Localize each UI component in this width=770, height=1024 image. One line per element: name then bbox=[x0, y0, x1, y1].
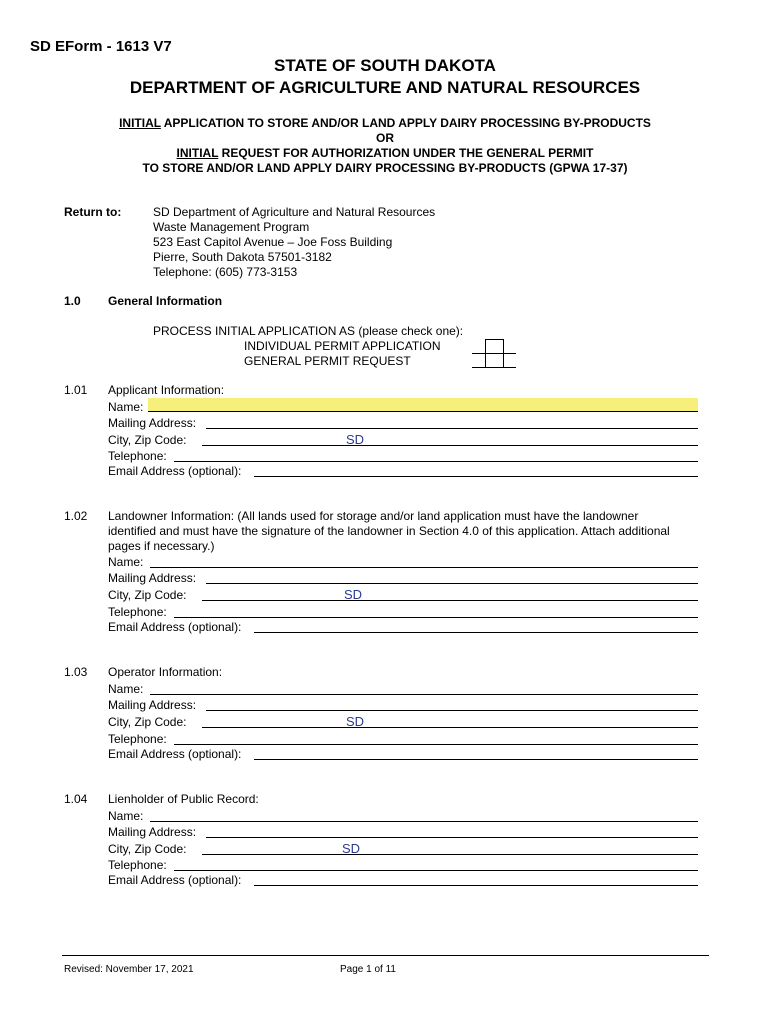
option-general-permit-label: GENERAL PERMIT REQUEST bbox=[244, 354, 411, 368]
subtitle-rest-3: REQUEST FOR AUTHORIZATION UNDER THE GENERAL PERMIT bbox=[218, 146, 594, 160]
title-department: DEPARTMENT OF AGRICULTURE AND NATURAL RESOURCES bbox=[129, 78, 641, 97]
section-title-landowner-1: Landowner Information: (All lands used for storage and/or land application must have the landowner bbox=[108, 509, 639, 523]
applicant-email-label: Email Address (optional): bbox=[108, 464, 242, 478]
lienholder-telephone-field[interactable] bbox=[174, 857, 698, 871]
operator-mailing-field[interactable] bbox=[206, 697, 698, 711]
lienholder-email-label: Email Address (optional): bbox=[108, 873, 242, 887]
applicant-city-zip-field[interactable] bbox=[202, 432, 698, 446]
process-label: PROCESS INITIAL APPLICATION AS (please check one): bbox=[153, 324, 464, 338]
lienholder-email-field[interactable] bbox=[254, 872, 698, 886]
landowner-mailing-label: Mailing Address: bbox=[108, 571, 197, 585]
subtitle-initial-1: INITIAL bbox=[119, 116, 161, 130]
section-title-general: General Information bbox=[108, 294, 223, 308]
applicant-name-field[interactable] bbox=[148, 398, 698, 412]
return-address-line-5: Telephone: (605) 773-3153 bbox=[153, 265, 298, 279]
operator-telephone-label: Telephone: bbox=[108, 732, 167, 746]
title-state: STATE OF SOUTH DAKOTA bbox=[274, 56, 496, 75]
subtitle-rest-1: APPLICATION TO STORE AND/OR LAND APPLY DAIRY PROCESSING BY-PRODUCTS bbox=[160, 116, 651, 130]
operator-mailing-label: Mailing Address: bbox=[108, 698, 197, 712]
return-address-line-3: 523 East Capitol Avenue – Joe Foss Building bbox=[153, 235, 393, 249]
landowner-email-label: Email Address (optional): bbox=[108, 620, 242, 634]
operator-city-zip-field[interactable] bbox=[202, 714, 698, 728]
landowner-mailing-field[interactable] bbox=[206, 570, 698, 584]
operator-name-label: Name: bbox=[108, 682, 144, 696]
section-title-applicant: Applicant Information: bbox=[108, 383, 225, 397]
lienholder-state-prefill: SD bbox=[342, 841, 361, 856]
footer-divider bbox=[62, 955, 709, 956]
applicant-telephone-field[interactable] bbox=[174, 448, 698, 462]
applicant-name-label: Name: bbox=[108, 400, 144, 414]
subtitle-or: OR bbox=[376, 131, 394, 145]
applicant-state-prefill: SD bbox=[346, 432, 365, 447]
landowner-telephone-label: Telephone: bbox=[108, 605, 167, 619]
landowner-city-label: City, Zip Code: bbox=[108, 588, 187, 602]
section-number-1-0: 1.0 bbox=[64, 294, 81, 308]
form-id: SD EForm - 1613 V7 bbox=[30, 38, 172, 55]
section-number-1-03: 1.03 bbox=[64, 665, 88, 679]
operator-name-field[interactable] bbox=[150, 681, 698, 695]
operator-city-label: City, Zip Code: bbox=[108, 715, 187, 729]
landowner-name-field[interactable] bbox=[150, 554, 698, 568]
return-address-line-1: SD Department of Agriculture and Natural Resources bbox=[153, 205, 436, 219]
lienholder-mailing-field[interactable] bbox=[206, 824, 698, 838]
option-individual-permit-label: INDIVIDUAL PERMIT APPLICATION bbox=[244, 339, 441, 353]
return-address-line-4: Pierre, South Dakota 57501-3182 bbox=[153, 250, 332, 264]
lienholder-city-zip-field[interactable] bbox=[202, 841, 698, 855]
applicant-city-label: City, Zip Code: bbox=[108, 433, 187, 447]
section-number-1-04: 1.04 bbox=[64, 792, 88, 806]
section-title-landowner-3: pages if necessary.) bbox=[108, 539, 215, 553]
subtitle-line-3 bbox=[0, 146, 770, 160]
applicant-mailing-field[interactable] bbox=[206, 415, 698, 429]
lienholder-name-field[interactable] bbox=[150, 808, 698, 822]
operator-email-label: Email Address (optional): bbox=[108, 747, 242, 761]
section-title-landowner-2: identified and must have the signature of the landowner in Section 4.0 of this application. Attach additional bbox=[108, 524, 670, 538]
operator-state-prefill: SD bbox=[346, 714, 365, 729]
footer-page-number: Page 1 of 11 bbox=[340, 964, 396, 975]
footer-revised: Revised: November 17, 2021 bbox=[64, 964, 194, 975]
lienholder-mailing-label: Mailing Address: bbox=[108, 825, 197, 839]
landowner-state-prefill: SD bbox=[344, 587, 363, 602]
applicant-mailing-label: Mailing Address: bbox=[108, 416, 197, 430]
lienholder-city-label: City, Zip Code: bbox=[108, 842, 187, 856]
section-title-operator: Operator Information: bbox=[108, 665, 223, 679]
section-number-1-02: 1.02 bbox=[64, 509, 88, 523]
landowner-email-field[interactable] bbox=[254, 619, 698, 633]
landowner-city-zip-field[interactable] bbox=[202, 587, 698, 601]
lienholder-name-label: Name: bbox=[108, 809, 144, 823]
applicant-telephone-label: Telephone: bbox=[108, 449, 167, 463]
operator-email-field[interactable] bbox=[254, 746, 698, 760]
operator-telephone-field[interactable] bbox=[174, 731, 698, 745]
landowner-telephone-field[interactable] bbox=[174, 604, 698, 618]
lienholder-telephone-label: Telephone: bbox=[108, 858, 167, 872]
subtitle-line-4: TO STORE AND/OR LAND APPLY DAIRY PROCESSING BY-PRODUCTS (GPWA 17-37) bbox=[142, 161, 628, 175]
return-address-line-2: Waste Management Program bbox=[153, 220, 310, 234]
landowner-name-label: Name: bbox=[108, 555, 144, 569]
individual-permit-checkbox[interactable] bbox=[485, 339, 504, 354]
general-permit-checkbox[interactable] bbox=[485, 353, 504, 368]
subtitle-initial-2: INITIAL bbox=[176, 146, 219, 160]
section-title-lienholder: Lienholder of Public Record: bbox=[108, 792, 259, 806]
applicant-email-field[interactable] bbox=[254, 463, 698, 477]
subtitle-line-1 bbox=[0, 116, 770, 130]
section-number-1-01: 1.01 bbox=[64, 383, 88, 397]
return-to-label: Return to: bbox=[64, 205, 122, 219]
